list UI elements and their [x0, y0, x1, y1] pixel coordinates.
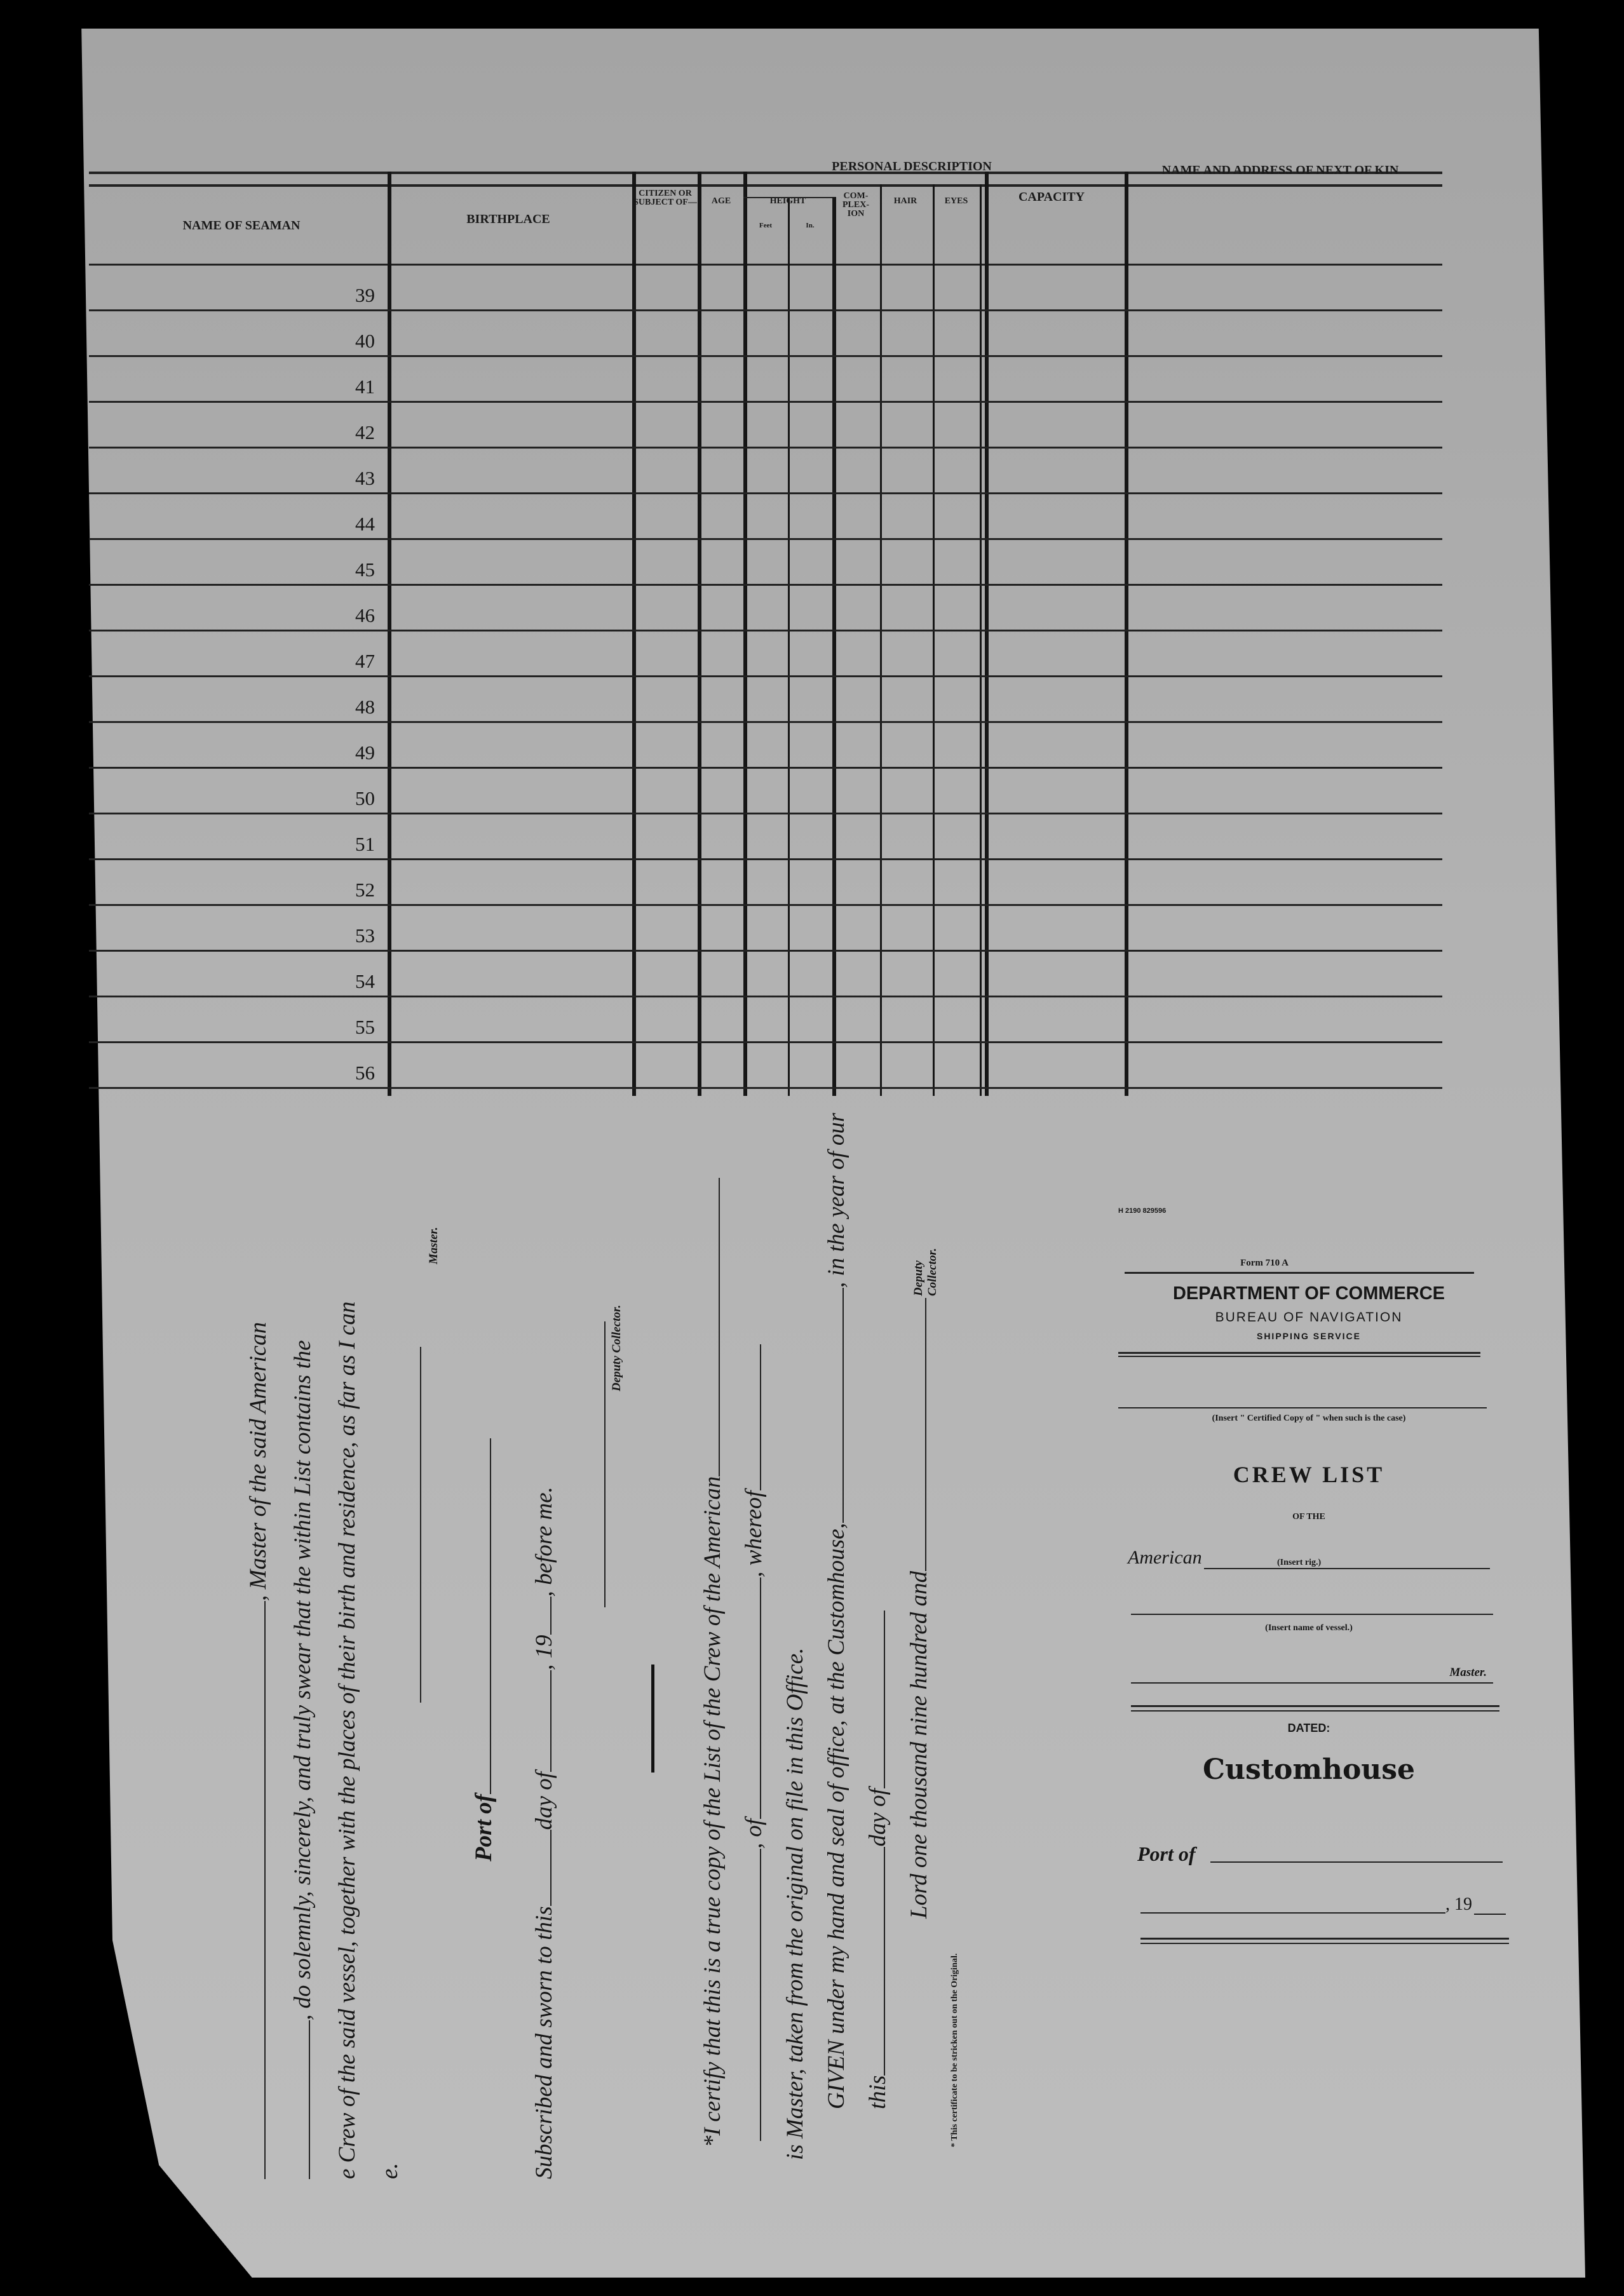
row-number: 49	[355, 741, 375, 764]
service-title: SHIPPING SERVICE	[1256, 1331, 1361, 1341]
insert-rig-note: (Insert rig.)	[1277, 1558, 1322, 1567]
oath-line-3: e Crew of the said vessel, together with the places of their birth and residence, as far as I can	[334, 1301, 360, 2179]
bureau-title: BUREAU OF NAVIGATION	[1215, 1310, 1403, 1325]
crew-list-table	[89, 159, 1442, 1096]
port-blank	[1210, 1861, 1503, 1863]
panel-rule-6	[1140, 1938, 1509, 1940]
table-row	[89, 584, 1442, 586]
oath-and-certificate	[191, 1112, 985, 2179]
header-birthplace: BIRTHPLACE	[466, 212, 550, 226]
header-capacity: CAPACITY	[1018, 190, 1085, 204]
panel-rule-4	[1131, 1705, 1499, 1707]
table-row	[89, 675, 1442, 677]
row-number: 42	[355, 421, 375, 443]
col-rule-eyes	[980, 184, 982, 1096]
table-row	[89, 996, 1442, 997]
table-row	[89, 309, 1442, 311]
date-blank	[1140, 1912, 1445, 1914]
row-number: 39	[355, 284, 375, 306]
cert-line-3: is Master, taken from the original on file in this Office.	[782, 1647, 808, 2160]
table-row	[89, 355, 1442, 357]
row-number: 48	[355, 696, 375, 718]
table-row	[89, 1087, 1442, 1089]
row-number: 51	[355, 833, 375, 855]
row-number: 44	[355, 513, 375, 535]
col-rule-inches	[832, 197, 836, 1096]
master-signature-line	[400, 1347, 428, 1703]
row-number: 54	[355, 970, 375, 992]
header-feet: Feet	[759, 222, 773, 229]
header-name-of-seaman: NAME OF SEAMAN	[182, 219, 301, 233]
header-bottom-rule	[89, 264, 1442, 266]
header-height: HEIGHT	[769, 196, 806, 206]
col-rule-feet	[788, 197, 790, 1096]
cert-line-6: Lord one thousand nine hundred and	[905, 1298, 933, 1919]
department-title: DEPARTMENT OF COMMERCE	[1172, 1283, 1445, 1304]
header-eyes: EYES	[944, 196, 968, 206]
master-blank	[1131, 1682, 1493, 1684]
row-number: 53	[355, 924, 375, 947]
row-number: 55	[355, 1016, 375, 1038]
row-number: 43	[355, 467, 375, 489]
row-number: 50	[355, 787, 375, 809]
deputy-collector-label-1: Deputy Collector.	[610, 1304, 623, 1391]
panel-rule-7	[1140, 1943, 1509, 1944]
table-row	[89, 630, 1442, 631]
oath-line-4: e.	[377, 2163, 403, 2179]
panel-rule-1	[1125, 1272, 1474, 1274]
of-the-label: OF THE	[1292, 1512, 1325, 1522]
panel-rule-3	[1118, 1356, 1480, 1357]
master-label: Master.	[427, 1227, 440, 1264]
port-of-label: Port of	[1137, 1842, 1196, 1865]
header-next-of-kin: NAME AND ADDRESS OF NEXT OF KIN	[1161, 163, 1399, 177]
table-row	[89, 858, 1442, 860]
table-row	[89, 813, 1442, 814]
form-number: Form 710 A	[1240, 1258, 1289, 1268]
height-sub-rule	[743, 197, 832, 198]
american-label: American	[1128, 1547, 1202, 1568]
cert-footnote: * This certificate to be stricken out on the Original.	[950, 1953, 959, 2147]
oath-subscribed-line: Subscribed and sworn to thisday of, 19, before me.	[531, 1487, 557, 2179]
row-number: 46	[355, 604, 375, 626]
certified-copy-blank	[1118, 1407, 1487, 1408]
col-rule-complexion	[880, 184, 882, 1096]
oath-port-of: Port of	[470, 1438, 497, 1861]
form-code: H 2190 829596	[1118, 1207, 1167, 1215]
col-rule-hair	[933, 184, 935, 1096]
oath-line-1: , Master of the said American	[245, 1322, 272, 2179]
header-hair: HAIR	[893, 196, 917, 206]
table-row	[89, 950, 1442, 952]
cert-line-1: *I certify that this is a true copy of the List of the Crew of the American	[699, 1178, 726, 2147]
crew-list-title: CREW LIST	[1233, 1462, 1385, 1487]
vessel-name-blank	[1131, 1614, 1493, 1615]
panel-rule-5	[1131, 1710, 1499, 1712]
row-number: 56	[355, 1062, 375, 1084]
panel-rule-2	[1118, 1352, 1480, 1354]
table-row	[89, 721, 1442, 723]
master-label: Master.	[1449, 1666, 1487, 1679]
row-number: 52	[355, 879, 375, 901]
dated-label: DATED:	[1287, 1722, 1330, 1734]
table-row	[89, 447, 1442, 449]
row-number: 45	[355, 558, 375, 581]
header-citizen: CITIZEN OR SUBJECT OF—	[633, 189, 697, 207]
deputy-signature-line-1	[585, 1321, 612, 1607]
cert-line-2: , of, whereof	[740, 1344, 768, 2141]
row-number: 41	[355, 375, 375, 398]
table-row	[89, 904, 1442, 906]
rig-blank	[1204, 1568, 1490, 1569]
nineteen-label: , 19	[1445, 1894, 1472, 1914]
header-age: AGE	[711, 196, 731, 206]
oath-line-2: , do solemnly, sincerely, and truly swear that the within List contains the	[289, 1340, 316, 2179]
table-row	[89, 1041, 1442, 1043]
header-inches: In.	[806, 222, 815, 229]
row-number: 47	[355, 650, 375, 672]
table-row	[89, 492, 1442, 494]
row-number: 40	[355, 330, 375, 352]
insert-vessel-note: (Insert name of vessel.)	[1265, 1623, 1353, 1633]
form-cover-panel	[1118, 1207, 1499, 2052]
deputy-collector-label-2: Deputy Collector.	[912, 1248, 939, 1296]
cert-line-5: thisday of	[864, 1611, 891, 2109]
table-top-rule-2	[89, 184, 1442, 187]
table-row	[89, 401, 1442, 403]
table-row	[89, 767, 1442, 769]
year-blank	[1474, 1914, 1506, 1915]
cert-line-4: GIVEN under my hand and seal of office, at the Customhouse,, in the year of our	[823, 1112, 849, 2109]
customhouse-title: Customhouse	[1202, 1753, 1416, 1786]
header-personal-description: PERSONAL DESCRIPTION	[832, 159, 992, 173]
header-complexion: COM- PLEX- ION	[842, 191, 869, 219]
insert-certified-note: (Insert " Certified Copy of " when such is the case)	[1212, 1414, 1406, 1423]
table-row	[89, 538, 1442, 540]
section-divider	[651, 1665, 654, 1773]
